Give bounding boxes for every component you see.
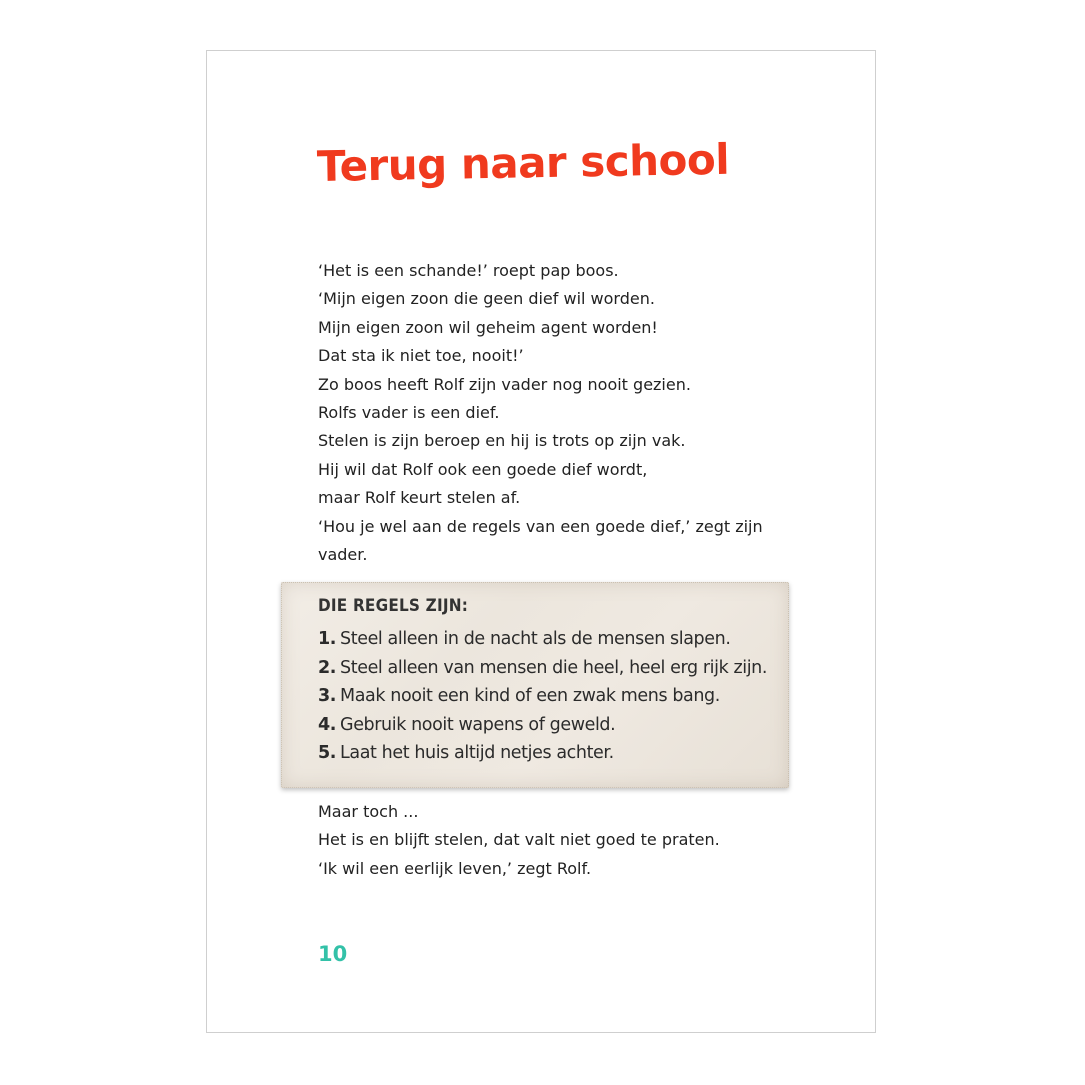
rule-item	[318, 654, 767, 683]
story-text-bottom	[318, 798, 798, 883]
chapter-title: Terug naar school	[316, 134, 730, 191]
rule-text: Steel alleen van mensen die heel, heel erg rijk zijn.	[340, 657, 768, 678]
story-line: ‘Het is een schande!’ roept pap boos.	[318, 261, 619, 280]
page-number: 10	[318, 942, 348, 966]
rules-list	[318, 625, 767, 768]
rules-card	[281, 582, 789, 788]
story-line: maar Rolf keurt stelen af.	[318, 488, 521, 508]
rule-text: Steel alleen in de nacht als de mensen slapen.	[340, 629, 731, 649]
rule-number: 4.	[318, 714, 337, 735]
story-line: ‘Mijn eigen zoon die geen dief wil worden.	[318, 289, 655, 309]
story-line: Mijn eigen zoon wil geheim agent worden!	[318, 317, 658, 337]
story-line: Het is en blijft stelen, dat valt niet goed te praten.	[318, 830, 720, 850]
rule-item	[318, 625, 767, 654]
rule-number: 3.	[318, 686, 337, 707]
rule-text: Laat het huis altijd netjes achter.	[340, 743, 614, 764]
story-line: ‘Ik wil een eerlijk leven,’ zegt Rolf.	[318, 858, 592, 878]
rule-item	[318, 682, 767, 711]
story-line: Hij wil dat Rolf ook een goede dief wordt,	[318, 459, 648, 479]
rule-number: 2.	[318, 657, 337, 678]
story-line: Zo boos heeft Rolf zijn vader nog nooit gezien.	[318, 374, 691, 394]
rule-text: Maak nooit een kind of een zwak mens bang.	[340, 686, 720, 707]
rule-text: Gebruik nooit wapens of geweld.	[340, 714, 616, 735]
rules-heading: DIE REGELS ZIJN:	[318, 596, 469, 616]
rule-item	[318, 739, 767, 768]
rule-item	[318, 711, 767, 740]
story-line: ‘Hou je wel aan de regels van een goede dief,’ zegt zijn	[318, 516, 763, 536]
story-line: Rolfs vader is een dief.	[318, 402, 500, 422]
story-line: Maar toch ...	[318, 802, 419, 821]
rule-number: 5.	[318, 743, 337, 764]
story-line: Stelen is zijn beroep en hij is trots op zijn vak.	[318, 431, 686, 451]
rule-number: 1.	[318, 629, 337, 649]
story-line: Dat sta ik niet toe, nooit!’	[318, 346, 524, 366]
story-line: vader.	[318, 544, 368, 564]
story-text-top	[318, 257, 798, 569]
